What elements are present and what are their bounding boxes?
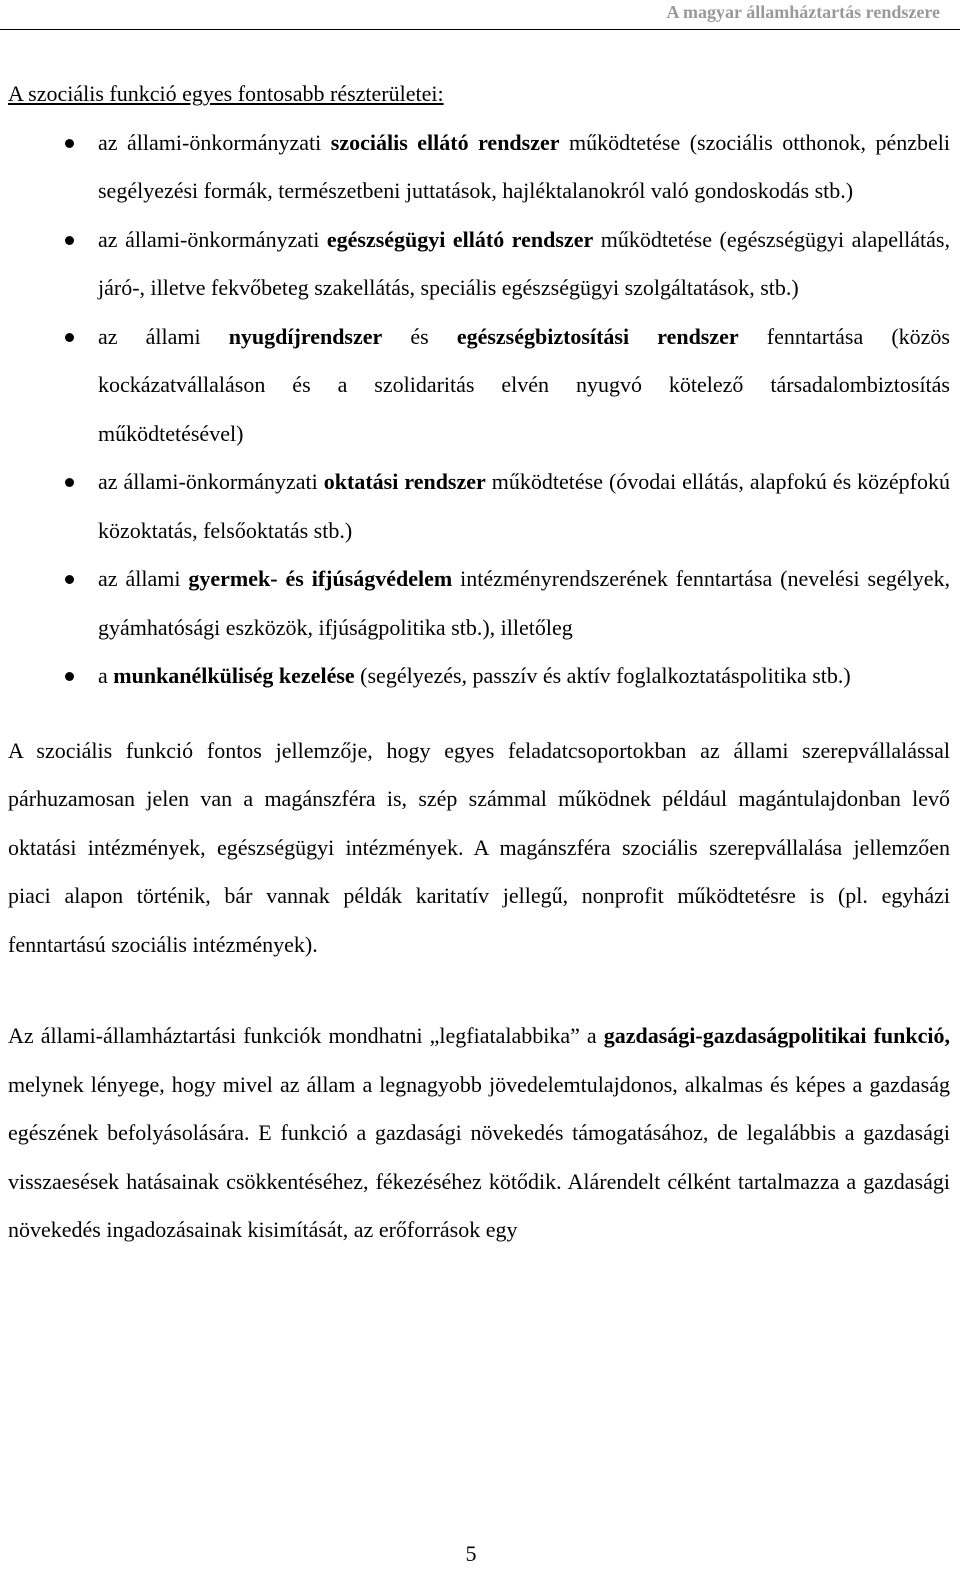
bullet-icon [65,672,74,681]
bullet-icon [65,478,74,487]
bullet-icon [65,236,74,245]
running-header-title: A magyar államháztartás rendszere [666,2,940,22]
list-item [8,458,950,555]
item-text-pre: az állami [98,566,189,591]
paragraph-text-bold: gazdasági-gazdaságpolitikai funkció, [603,1023,951,1048]
section-heading: A szociális funkció egyes fontosabb részterületei: [8,81,444,106]
running-header [0,0,960,30]
page-body [8,70,950,1255]
bullet-icon [65,333,74,342]
item-text-bold: egészségügyi ellátó rendszer [326,226,594,252]
item-text-pre: az állami-önkormányzati [98,226,327,252]
paragraph-private-sphere: A szociális funkció fontos jellemzője, hogy egyes feladatcsoportokban az állami szerepvállalással párhuzamosan jelen van a magánszféra is, szép számmal működnek például magántulajdonban levő oktatási intézmények, egészségügyi intézmények. A magánszféra szociális szerepvállalása jellemzően piaci alapon történik, bár vannak példák karitatív jellegű, nonprofit működtetésre is (pl. egyházi fenntartású szociális intézmények). [8,737,950,957]
bullet-icon [65,139,74,148]
item-text-pre: az állami [98,323,229,349]
item-text-pre: az állami-önkormányzati [98,129,331,155]
item-text-bold: gyermek- és ifjúságvédelem [188,566,453,591]
item-text-mid: működtetése (egészségügyi alapellátás, járó-, illetve fekvőbeteg szakellátás, speciális egészségügyi szolgáltatások, stb.) [98,226,950,300]
paragraph-text-post: melynek lényege, hogy mivel az állam a legnagyobb jövedelemtulajdonos, alkalmas és képes a gazdaság egészének befolyásolására. E funkció a gazdasági növekedés támogatásához, de legalábbis a gazdasági visszaesések hatásainak csökkentéséhez, fékezéséhez kötődik. Alárendelt célként tartalmazza a gazdasági növekedés ingadozásainak kisimítását, az erőforrások egy [8,1071,950,1242]
item-text-post: fenntartása (közös kockázatvállaláson és a szolidaritás elvén nyugvó kötelező társadalombiztosítás működtetésével) [98,323,950,446]
item-text-pre: az állami-önkormányzati [98,469,324,494]
list-item [8,555,950,652]
item-text-bold: oktatási rendszer [323,469,486,494]
item-text-bold: nyugdíjrendszer [228,323,383,349]
item-text-bold-2: egészségbiztosítási rendszer [456,323,739,349]
function-list [8,119,950,701]
list-item [8,313,950,459]
bullet-icon [65,575,74,584]
item-text-mid: (segélyezés, passzív és aktív foglalkoztatáspolitika stb.) [354,663,851,688]
list-item [8,216,950,313]
list-item [8,119,950,216]
item-text-pre: a [98,663,114,688]
item-text-mid: működtetése (óvodai ellátás, alapfokú és középfokú közoktatás, felsőoktatás stb.) [98,469,950,543]
item-text-bold: munkanélküliség kezelése [113,663,355,688]
item-text-bold: szociális ellátó rendszer [330,129,560,155]
paragraph-economic-function [8,1012,950,1255]
page-number: 5 [465,1541,477,1566]
item-text-mid: és [382,323,457,349]
item-text-mid: működtetése (szociális otthonok, pénzbeli segélyezési formák, természetbeni juttatások, hajléktalanokról való gondoskodás stb.) [98,129,951,203]
item-text-mid: intézményrendszerének fenntartása (nevelési segélyek, gyámhatósági eszközök, ifjúságpolitika stb.), illetőleg [98,566,950,640]
list-item [8,652,950,701]
paragraph-text-pre: Az állami-államháztartási funkciók mondhatni „legfiatalabbika” a [8,1023,604,1048]
